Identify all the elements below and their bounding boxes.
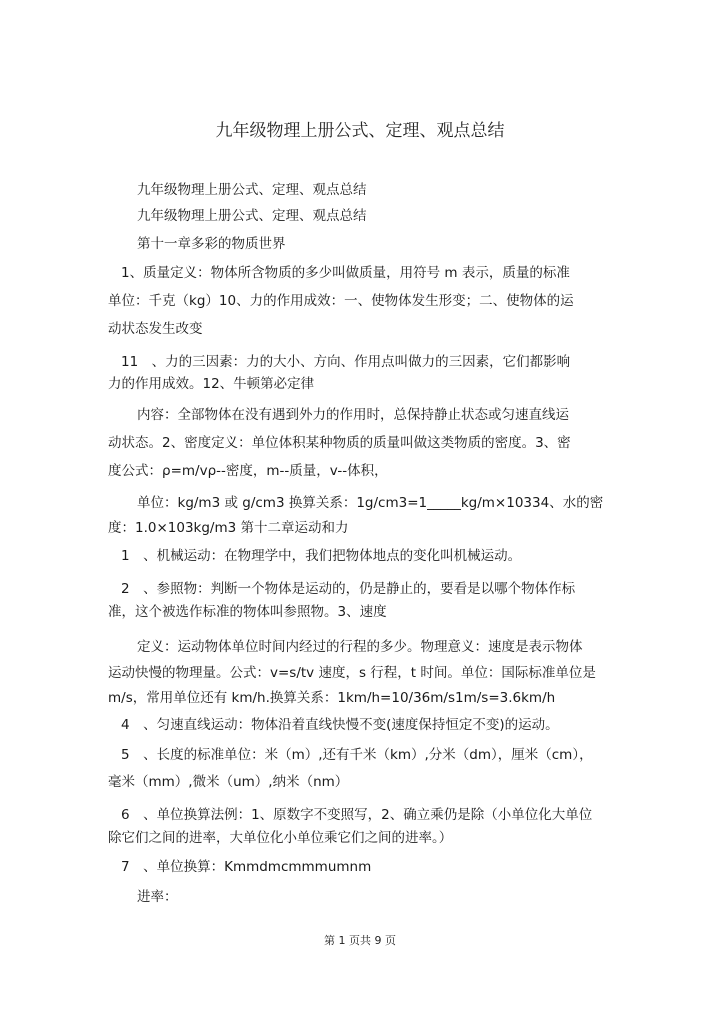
paragraph-line: 运动快慢的物理量。公式：v=s/tv 速度，s 行程，t 时间。单位：国际标准单位是	[108, 665, 596, 681]
paragraph-line: 度：1.0×103kg/m3 第十二章运动和力	[108, 520, 349, 536]
document-title: 九年级物理上册公式、定理、观点总结	[215, 121, 505, 141]
paragraph-line: 单位：千克（kg）10、力的作用成效：一、使物体发生形变；二、使物体的运	[108, 293, 574, 309]
paragraph-line: 5 、长度的标准单位：米（m）,还有千米（km）,分米（dm），厘米（cm），	[121, 747, 593, 763]
paragraph-line: 除它们之间的进率，大单位化小单位乘它们之间的进率。）	[108, 830, 453, 846]
paragraph-line: 6 、单位换算法例：1、原数字不变照写，2、确立乘仍是除（小单位化大单位	[121, 807, 593, 823]
paragraph-line: 动状态。2、密度定义：单位体积某种物质的质量叫做这类物质的密度。3、密	[108, 435, 571, 451]
paragraph-line: 九年级物理上册公式、定理、观点总结	[137, 208, 367, 224]
paragraph-line: 1 、机械运动：在物理学中，我们把物体地点的变化叫机械运动。	[121, 548, 522, 564]
page-number-footer: 第 1 页共 9 页	[324, 934, 396, 947]
paragraph-line: 4 、匀速直线运动：物体沿着直线快慢不变(速度保持恒定不变)的运动。	[121, 717, 559, 733]
paragraph-line: 毫米（mm）,微米（um）,纳米（nm）	[108, 774, 349, 790]
paragraph-line: 单位：kg/m3 或 g/cm3 换算关系：1g/cm3=1_____kg/m×10334、水的密	[137, 495, 604, 511]
paragraph-line: 2 、参照物：判断一个物体是运动的，仍是静止的，要看是以哪个物体作标	[121, 581, 576, 597]
chapter-heading: 第十一章多彩的物质世界	[137, 236, 286, 252]
paragraph-line: 内容：全部物体在没有遇到外力的作用时，总保持静止状态或匀速直线运	[137, 407, 569, 423]
paragraph-line: 度公式：ρ=m/vρ--密度，m--质量，v--体积，	[108, 463, 388, 479]
paragraph-line: 1、质量定义：物体所含物质的多少叫做质量，用符号 m 表示，质量的标准	[121, 265, 570, 281]
paragraph-line: 7 、单位换算：Kmmdmcmmmumnm	[121, 859, 372, 875]
paragraph-line: 力的作用成效。12、牛顿第必定律	[108, 376, 315, 392]
paragraph-line: 动状态发生改变	[108, 321, 203, 337]
paragraph-line: 11 、力的三因素：力的大小、方向、作用点叫做力的三因素，它们都影响	[121, 354, 571, 370]
paragraph-line: 九年级物理上册公式、定理、观点总结	[137, 182, 367, 198]
paragraph-line: m/s，常用单位还有 km/h.换算关系：1km/h=10/36m/s1m/s=3.6km/h	[108, 690, 556, 706]
paragraph-line: 定义：运动物体单位时间内经过的行程的多少。物理意义：速度是表示物体	[137, 639, 583, 655]
paragraph-line: 进率：	[137, 889, 178, 905]
paragraph-line: 准，这个被选作标准的物体叫参照物。3、速度	[108, 604, 387, 620]
